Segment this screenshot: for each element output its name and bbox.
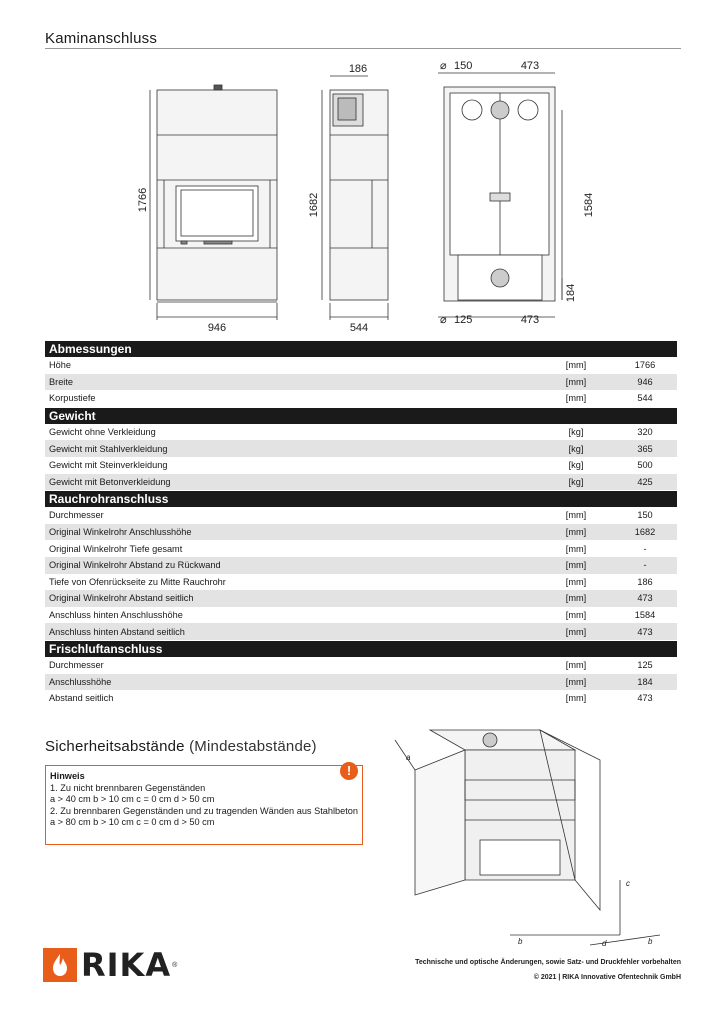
note-title: Hinweis — [50, 771, 85, 781]
spec-value: 425 — [637, 476, 653, 487]
spec-unit: [mm] — [543, 377, 609, 387]
spec-unit: [mm] — [543, 593, 609, 603]
rika-logo — [43, 948, 193, 982]
spec-value: 946 — [637, 376, 653, 387]
section-header: Rauchrohranschluss — [45, 491, 677, 507]
footer-copyright: © 2021 | RIKA Innovative Ofentechnik GmbH — [533, 974, 681, 981]
spec-label: Breite — [49, 376, 74, 387]
safety-title — [45, 738, 317, 755]
spec-unit: [mm] — [565, 660, 587, 671]
spec-row — [45, 657, 677, 674]
registered-mark: ® — [172, 961, 178, 969]
spec-label: Gewicht mit Stahlverkleidung — [49, 443, 168, 454]
spec-unit: [mm] — [565, 510, 587, 521]
spec-label: Höhe — [49, 360, 71, 371]
spec-unit: [mm] — [565, 543, 587, 554]
side-view — [322, 76, 388, 320]
spec-row — [45, 374, 677, 391]
spec-label: Gewicht ohne Verkleidung — [49, 427, 156, 438]
spec-row — [45, 424, 677, 441]
spec-label: Original Winkelrohr Abstand zu Rückwand — [49, 560, 221, 571]
spec-label: Original Winkelrohr Tiefe gesamt — [49, 543, 183, 554]
spec-label: Durchmesser — [49, 660, 104, 671]
spec-unit: [mm] — [565, 576, 587, 587]
note-line-3: 2. Zu brennbaren Gegenständen und zu tragenden Wänden aus Stahlbeton — [50, 805, 359, 816]
dim-front-height: 1766 — [137, 187, 149, 213]
spec-row — [45, 457, 677, 474]
page-title: Kaminanschluss — [45, 30, 158, 47]
spec-label: Anschluss hinten Abstand seitlich — [49, 626, 185, 637]
section-header: Gewicht — [45, 408, 677, 424]
spec-label: Original Winkelrohr Abstand seitlich — [49, 593, 194, 604]
spec-value: 186 — [637, 576, 653, 587]
spec-row — [45, 540, 677, 557]
spec-value: - — [643, 560, 647, 571]
spec-unit: [mm] — [565, 360, 587, 371]
spec-row — [45, 440, 677, 457]
spec-value: 320 — [637, 427, 653, 438]
flame-icon — [43, 948, 77, 982]
spec-value: - — [643, 543, 647, 554]
iso-label-a: a — [406, 753, 411, 762]
isometric-drawing — [390, 720, 690, 955]
spec-unit: [kg] — [568, 460, 584, 471]
spec-row — [45, 474, 677, 491]
spec-label: Gewicht mit Betonverkleidung — [49, 476, 171, 487]
spec-row — [45, 574, 677, 591]
title-divider — [45, 48, 681, 49]
spec-label: Anschluss hinten Anschlusshöhe — [49, 610, 183, 621]
dim-side-height: 1682 — [308, 192, 320, 218]
technical-drawings — [0, 55, 724, 335]
spec-value: 184 — [637, 676, 653, 687]
dim-back-width-top: 473 — [520, 60, 540, 72]
section-header: Frischluftanschluss — [45, 641, 677, 657]
spec-value: 365 — [637, 443, 653, 454]
exclamation-icon: ! — [340, 762, 358, 780]
spec-row — [45, 590, 677, 607]
dim-back-diam-top: 150 — [454, 60, 473, 72]
note-line-1: 1. Zu nicht brennbaren Gegenständen — [50, 782, 206, 793]
spec-unit: [mm] — [543, 527, 609, 537]
spec-row — [45, 357, 677, 374]
footer-disclaimer: Technische und optische Änderungen, sowie Satz- und Druckfehler vorbehalten — [415, 959, 681, 966]
back-view — [438, 73, 562, 317]
spec-value: 500 — [637, 460, 653, 471]
spec-value: 150 — [637, 510, 653, 521]
spec-unit: [kg] — [543, 444, 609, 454]
section-header: Abmessungen — [45, 341, 677, 357]
spec-value: 473 — [637, 593, 653, 604]
safety-title-suffix: (Mindestabstände) — [189, 738, 317, 755]
note-line-4: a > 80 cm b > 10 cm c = 0 cm d > 50 cm — [50, 817, 215, 827]
spec-unit: [mm] — [543, 560, 609, 570]
spec-value: 473 — [637, 693, 653, 704]
dim-back-height: 1584 — [583, 192, 595, 218]
spec-row — [45, 607, 677, 624]
spec-label: Korpustiefe — [49, 393, 96, 404]
spec-unit: [mm] — [565, 693, 587, 704]
spec-value: 1584 — [634, 610, 656, 621]
spec-label: Gewicht mit Steinverkleidung — [49, 460, 168, 471]
spec-unit: [kg] — [543, 477, 609, 487]
spec-label: Abstand seitlich — [49, 693, 114, 704]
dim-back-width-bottom: 473 — [520, 314, 540, 326]
front-view — [150, 85, 277, 320]
brand-name: RIKA — [81, 946, 172, 984]
spec-value: 125 — [637, 660, 653, 671]
spec-label: Anschlusshöhe — [49, 676, 112, 687]
dim-back-air-height: 184 — [565, 283, 577, 303]
spec-row — [45, 557, 677, 574]
spec-table — [45, 340, 677, 707]
note-line-2: a > 40 cm b > 10 cm c = 0 cm d > 50 cm — [50, 794, 215, 804]
note-box — [45, 765, 363, 845]
spec-value: 1682 — [634, 527, 656, 538]
spec-label: Durchmesser — [49, 510, 104, 521]
iso-label-b-left: b — [518, 937, 523, 946]
dim-side-top: 186 — [348, 63, 368, 75]
iso-label-d: d — [602, 939, 607, 948]
dim-back-diam-bottom: 125 — [454, 314, 473, 326]
safety-title-main: Sicherheitsabstände — [45, 738, 185, 755]
iso-label-b-right: b — [648, 937, 653, 946]
spec-unit: [mm] — [543, 627, 609, 637]
dim-back-diam-bottom-symbol: ⌀ — [440, 314, 447, 326]
spec-row — [45, 524, 677, 541]
spec-row — [45, 690, 677, 707]
dim-back-diam-top-symbol: ⌀ — [440, 60, 447, 72]
spec-row — [45, 507, 677, 524]
spec-label: Tiefe von Ofenrückseite zu Mitte Rauchrohr — [49, 576, 226, 587]
spec-value: 1766 — [634, 360, 656, 371]
spec-row — [45, 390, 677, 407]
iso-label-c: c — [626, 879, 630, 888]
spec-row — [45, 674, 677, 691]
spec-value: 473 — [637, 626, 653, 637]
spec-unit: [kg] — [568, 427, 584, 438]
spec-label: Original Winkelrohr Anschlusshöhe — [49, 527, 192, 538]
spec-unit: [mm] — [565, 393, 587, 404]
spec-value: 544 — [637, 393, 653, 404]
dim-front-width: 946 — [207, 322, 227, 334]
spec-unit: [mm] — [543, 677, 609, 687]
spec-row — [45, 623, 677, 640]
dim-side-depth: 544 — [349, 322, 369, 334]
spec-unit: [mm] — [565, 610, 587, 621]
